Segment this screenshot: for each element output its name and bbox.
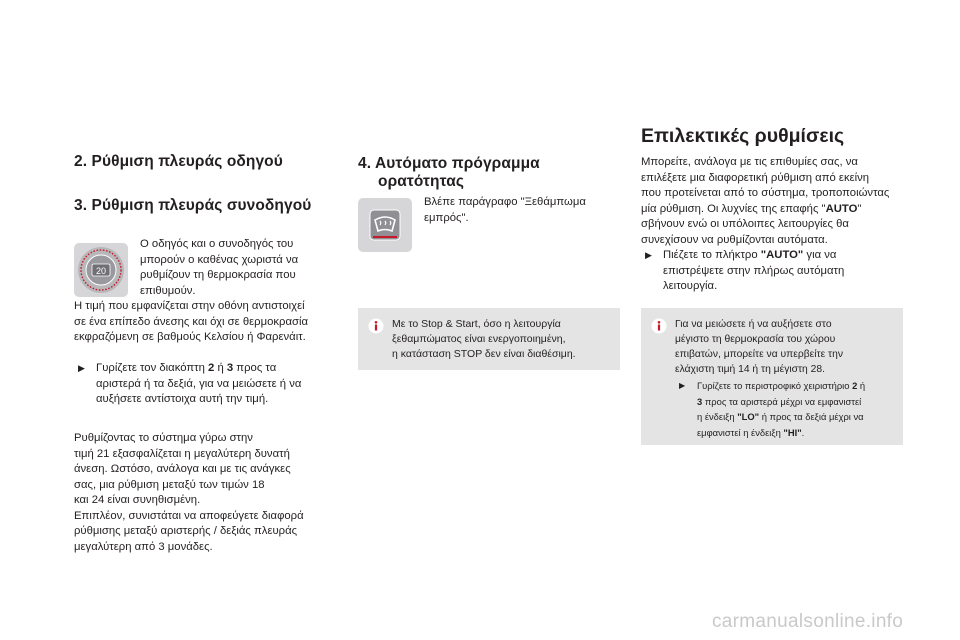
bullet-arrow-icon: ▶ (78, 363, 85, 373)
windscreen-defrost-icon (358, 198, 412, 252)
dial-display-value: 20 (95, 266, 107, 276)
lo-hi-instruction: ▶ Γυρίζετε το περιστροφικό χειριστήριο 2 ή 3 προς τα αριστερά μέχρι να εμφανιστεί η ένδειξη "LO" ή προς τα δεξιά μέχρι να εμφανιστεί η ένδειξη "HI". (679, 380, 866, 438)
temperature-dial-icon (74, 243, 128, 297)
intro-text: Ο οδηγός και ο συνοδηγός του μπορούν ο καθένας χωριστά να ρυθμίζουν τη θερμοκρασία που επιθυμούν. (140, 238, 299, 297)
info-icon (651, 318, 667, 334)
heading-selective-settings: Επιλεκτικές ρυθμίσεις (641, 125, 845, 147)
stop-start-info-text: Με το Stop & Start, όσο η λειτουργία ξεθαμπώματος είναι ενεργοποιημένη, η κατάσταση STOP δεν είναι διαθέσιμη. (392, 318, 576, 360)
min-max-temperature-info-box (641, 308, 903, 445)
press-auto-instruction: ▶ Πιέζετε το πλήκτρο "AUTO" για να επιστρέψετε στην πλήρως αυτόματη λειτουργία. (645, 249, 845, 292)
heading-auto-visibility: 4. Αυτόματο πρόγραμμα ορατότητας (358, 155, 540, 190)
stop-start-info-box (358, 308, 620, 370)
info-icon (368, 318, 384, 334)
temperature-dial-thumbnail (74, 243, 128, 297)
min-max-info-text: Για να μειώσετε ή να αυξήσετε στο μέγιστο τη θερμοκρασία του χώρου επιβατών, μπορείτε να υπερβείτε την ελάχιστη τιμή 14 ή τη μέγιστη 28. (675, 319, 843, 375)
recommended-setting-paragraph: Ρυθμίζοντας το σύστημα γύρω στην τιμή 21 εξασφαλίζεται η μεγαλύτερη δυνατή άνεση. Ωστόσο, ανάλογα και με τις ανάγκες σας, μια ρύθμιση μεταξύ των τιμών 18 και 24 είναι συνηθισμένη. Επιπλέον, συνιστάται να αποφεύγετε διαφορά ρύθμισης μεταξύ αριστερής / δεξιάς πλευράς μεγαλύτερη από 3 μονάδες. (74, 432, 304, 553)
bullet-arrow-icon: ▶ (645, 250, 652, 260)
heading-passenger-side: 3. Ρύθμιση πλευράς συνοδηγού (74, 197, 312, 214)
see-defrost-reference: Βλέπε παράγραφο "Ξεθάμπωμα εμπρός". (424, 196, 586, 224)
defrost-button-thumbnail (358, 198, 412, 252)
selective-settings-body: Μπορείτε, ανάλογα με τις επιθυμίες σας, να επιλέξετε μια διαφορετική ρύθμιση από εκείνη που προτείνεται από το σύστημα, τροποποιώντας μία ρύθμιση. Οι λυχνίες της επαφής "AUTO" σβήνουν ενώ οι υπόλοιπες λειτουργίες θα συνεχίσουν να ρυθμίζονται αυτόματα. (641, 156, 890, 246)
turn-dial-instruction: ▶ Γυρίζετε τον διακόπτη 2 ή 3 προς τα αριστερά ή τα δεξιά, για να μειώσετε ή να αυξήσετε αντίστοιχα αυτή την τιμή. (78, 362, 302, 405)
comfort-level-paragraph: Η τιμή που εμφανίζεται στην οθόνη αντιστοιχεί σε ένα επίπεδο άνεσης και όχι σε θερμοκρασία εκφραζόμενη σε βαθμούς Κελσίου ή Φαρενάιτ. (74, 300, 308, 343)
heading-driver-side: 2. Ρύθμιση πλευράς οδηγού (74, 153, 283, 170)
bullet-arrow-icon: ▶ (679, 381, 686, 390)
watermark: carmanualsonline.info (712, 611, 904, 632)
